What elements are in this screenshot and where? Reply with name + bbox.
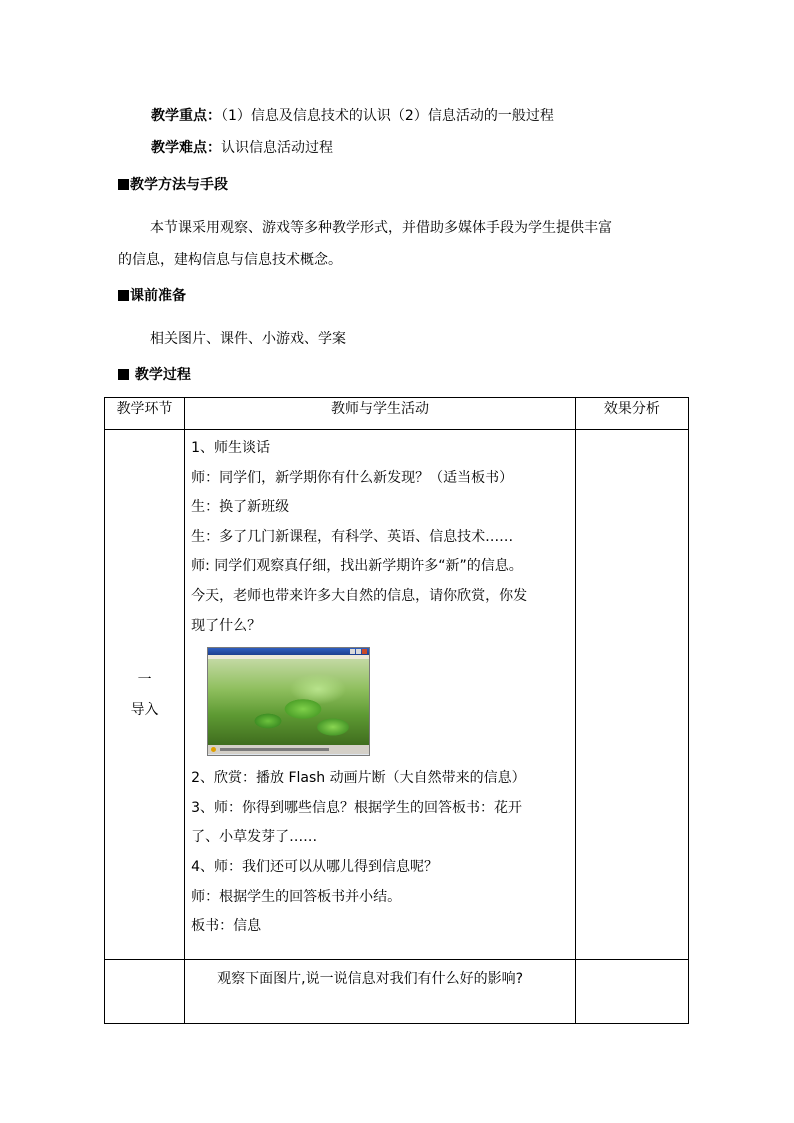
- activity-line: 师：根据学生的回答板书并小结。: [191, 888, 402, 905]
- stage-number: 一: [137, 671, 152, 688]
- player-controls: [208, 745, 369, 754]
- square-bullet-icon: [118, 290, 129, 301]
- table-row: [105, 960, 689, 1024]
- activity-line: 了、小草发芽了……: [191, 829, 318, 846]
- activities-cell: [185, 960, 576, 1024]
- table-header-row: [105, 398, 689, 430]
- lesson-process-table: [104, 397, 689, 1024]
- table-row: [105, 430, 689, 960]
- activity-line: 今天，老师也带来许多大自然的信息，请你欣赏，你发: [191, 587, 528, 604]
- header-activities: 教师与学生活动: [185, 398, 576, 430]
- header-effect: 效果分析: [575, 398, 688, 430]
- window-titlebar: [208, 648, 369, 655]
- clover-sprout-photo: [208, 659, 369, 745]
- activity-line: 生：换了新班级: [191, 499, 290, 516]
- prep-heading: 课前准备: [118, 287, 186, 305]
- activity-line: 3、师：你得到哪些信息？根据学生的回答板书：花开: [191, 799, 523, 816]
- activity-line: 观察下面图片,说一说信息对我们有什么好的影响?: [217, 971, 524, 987]
- stage-cell: [105, 960, 185, 1024]
- focus-text: （1）信息及信息技术的认识（2）信息活动的一般过程: [221, 108, 554, 124]
- process-heading: 教学过程: [118, 366, 191, 384]
- square-bullet-icon: [118, 369, 129, 380]
- difficulty-text: 认识信息活动过程: [221, 140, 333, 156]
- activity-line: 板书：信息: [191, 918, 262, 935]
- focus-label: 教学重点：（1）信息及信息技术的认识（2）信息活动的一般过程: [151, 108, 554, 124]
- activity-line: 现了什么？: [191, 617, 262, 634]
- methods-heading: 教学方法与手段: [118, 176, 228, 194]
- activity-line: 师：同学们，新学期你有什么新发现？（适当板书）: [191, 469, 514, 486]
- stage-cell: [105, 430, 185, 960]
- maximize-icon: [356, 649, 361, 654]
- minimize-icon: [350, 649, 355, 654]
- play-icon: [211, 747, 216, 752]
- close-icon: [362, 649, 367, 654]
- flash-player-screenshot: [207, 647, 370, 756]
- effect-cell: [575, 430, 688, 960]
- header-stage: 教学环节: [105, 398, 185, 430]
- square-bullet-icon: [118, 179, 129, 190]
- difficulty-line: 教学难点：认识信息活动过程: [151, 140, 333, 156]
- activity-line: 4、师：我们还可以从哪儿得到信息呢？: [191, 858, 439, 875]
- effect-cell: [575, 960, 688, 1024]
- methods-paragraph-line-1: 本节课采用观察、游戏等多种教学形式，并借助多媒体手段为学生提供丰富: [150, 220, 612, 236]
- activity-line: 师: 同学们观察真仔细，找出新学期许多“新”的信息。: [191, 558, 523, 575]
- activity-line: 2、欣赏：播放 Flash 动画片断（大自然带来的信息）: [191, 770, 526, 787]
- stage-name: 导入: [130, 701, 159, 718]
- activity-line: 生：多了几门新课程，有科学、英语、信息技术……: [191, 528, 514, 545]
- prep-text: 相关图片、课件、小游戏、学案: [150, 331, 346, 347]
- activity-line: 1、师生谈话: [191, 440, 271, 456]
- activities-cell: [185, 430, 576, 960]
- progress-bar: [220, 748, 329, 751]
- methods-paragraph-line-2: 的信息，建构信息与信息技术概念。: [118, 252, 342, 268]
